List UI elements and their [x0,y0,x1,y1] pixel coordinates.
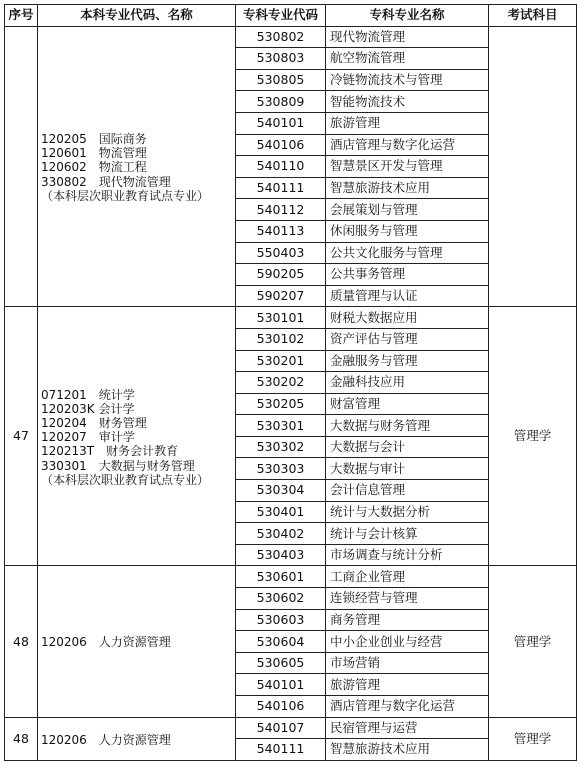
majors-table [4,4,577,761]
associate-major-name: 休闲服务与管理 [326,220,489,242]
undergrad-major-line: 120206 人力资源管理 [41,635,171,650]
undergrad-major-line: 120207 审计学 [41,430,135,445]
associate-major-code: 540111 [236,177,326,199]
associate-major-name: 公共事务管理 [326,264,489,286]
associate-major-name: 公共文化服务与管理 [326,242,489,264]
associate-major-code: 530301 [236,415,326,437]
associate-major-name: 市场调查与统计分析 [326,544,489,566]
associate-major-code: 530603 [236,609,326,631]
undergrad-majors-cell [38,26,236,307]
undergrad-major-line: 330301 大数据与财务管理 [41,458,195,473]
associate-major-code: 530605 [236,652,326,674]
associate-major-code: 530601 [236,566,326,588]
undergrad-major-line: 330802 现代物流管理 [41,174,171,189]
associate-major-code: 590207 [236,285,326,307]
associate-major-name: 酒店管理与数字化运营 [326,696,489,718]
associate-major-code: 540110 [236,156,326,178]
associate-major-code: 530604 [236,631,326,653]
associate-major-code: 540107 [236,717,326,739]
associate-major-code: 530602 [236,588,326,610]
associate-major-code: 530803 [236,48,326,70]
associate-major-code: 540101 [236,112,326,134]
group-seq: 47 [5,307,38,566]
undergrad-major-note: （本科层次职业教育试点专业） [41,188,210,203]
associate-major-code: 550403 [236,242,326,264]
associate-major-code: 530101 [236,307,326,329]
table-row [5,566,577,588]
exam-subject [489,26,577,307]
associate-major-name: 财税大数据应用 [326,307,489,329]
undergrad-majors-cell [38,717,236,760]
table-body [5,26,577,760]
group-seq [5,26,38,307]
associate-major-name: 大数据与会计 [326,436,489,458]
undergrad-major-line: 071201 统计学 [41,387,135,402]
associate-major-code: 530401 [236,501,326,523]
associate-major-name: 航空物流管理 [326,48,489,70]
associate-major-name: 市场营销 [326,652,489,674]
undergrad-major-line: 120213T 财务会计教育 [41,444,179,459]
associate-major-name: 智慧旅游技术应用 [326,177,489,199]
associate-major-name: 连锁经营与管理 [326,588,489,610]
group-seq: 48 [5,566,38,717]
associate-major-name: 大数据与审计 [326,458,489,480]
header-exam: 考试科目 [489,5,577,27]
undergrad-major-line: 120602 物流工程 [41,160,147,175]
associate-major-name: 金融科技应用 [326,372,489,394]
associate-major-name: 冷链物流技术与管理 [326,69,489,91]
associate-major-name: 统计与会计核算 [326,523,489,545]
associate-major-name: 工商企业管理 [326,566,489,588]
exam-subject: 管理学 [489,566,577,717]
associate-major-code: 540113 [236,220,326,242]
associate-major-name: 会展策划与管理 [326,199,489,221]
associate-major-code: 540106 [236,134,326,156]
associate-major-code: 530302 [236,436,326,458]
associate-major-name: 智慧景区开发与管理 [326,156,489,178]
associate-major-name: 酒店管理与数字化运营 [326,134,489,156]
header-row [5,5,577,27]
header-seq: 序号 [5,5,38,27]
associate-major-name: 旅游管理 [326,112,489,134]
associate-major-code: 530304 [236,480,326,502]
undergrad-major-line: 120206 人力资源管理 [41,732,171,747]
associate-major-code: 530802 [236,26,326,48]
associate-major-name: 金融服务与管理 [326,350,489,372]
group-seq: 48 [5,717,38,760]
associate-major-code: 540111 [236,739,326,761]
undergrad-major-note: （本科层次职业教育试点专业） [41,472,210,487]
associate-major-name: 资产评估与管理 [326,328,489,350]
undergrad-major-line: 120205 国际商务 [41,131,147,146]
associate-major-name: 商务管理 [326,609,489,631]
associate-major-code: 590205 [236,264,326,286]
associate-major-name: 旅游管理 [326,674,489,696]
associate-major-code: 530102 [236,328,326,350]
associate-major-name: 智能物流技术 [326,91,489,113]
associate-major-code: 530805 [236,69,326,91]
associate-major-name: 质量管理与认证 [326,285,489,307]
associate-major-name: 智慧旅游技术应用 [326,739,489,761]
undergrad-major-line: 120601 物流管理 [41,146,147,161]
associate-major-name: 中小企业创业与经营 [326,631,489,653]
associate-major-name: 民宿管理与运营 [326,717,489,739]
associate-major-code: 540106 [236,696,326,718]
header-name: 专科专业名称 [326,5,489,27]
associate-major-name: 会计信息管理 [326,480,489,502]
undergrad-majors-cell [38,307,236,566]
associate-major-name: 统计与大数据分析 [326,501,489,523]
exam-subject: 管理学 [489,307,577,566]
associate-major-code: 540101 [236,674,326,696]
undergrad-major-line: 120204 财务管理 [41,416,147,431]
associate-major-code: 530809 [236,91,326,113]
associate-major-code: 530403 [236,544,326,566]
header-undergrad: 本科专业代码、名称 [38,5,236,27]
table-row [5,717,577,739]
associate-major-name: 现代物流管理 [326,26,489,48]
table-row [5,307,577,329]
associate-major-code: 530303 [236,458,326,480]
associate-major-code: 530202 [236,372,326,394]
associate-major-name: 财富管理 [326,393,489,415]
header-code: 专科专业代码 [236,5,326,27]
associate-major-name: 大数据与财务管理 [326,415,489,437]
associate-major-code: 540112 [236,199,326,221]
table-row [5,26,577,48]
exam-subject: 管理学 [489,717,577,760]
undergrad-majors-cell [38,566,236,717]
associate-major-code: 530402 [236,523,326,545]
associate-major-code: 530201 [236,350,326,372]
associate-major-code: 530205 [236,393,326,415]
undergrad-major-line: 120203K 会计学 [41,401,135,416]
